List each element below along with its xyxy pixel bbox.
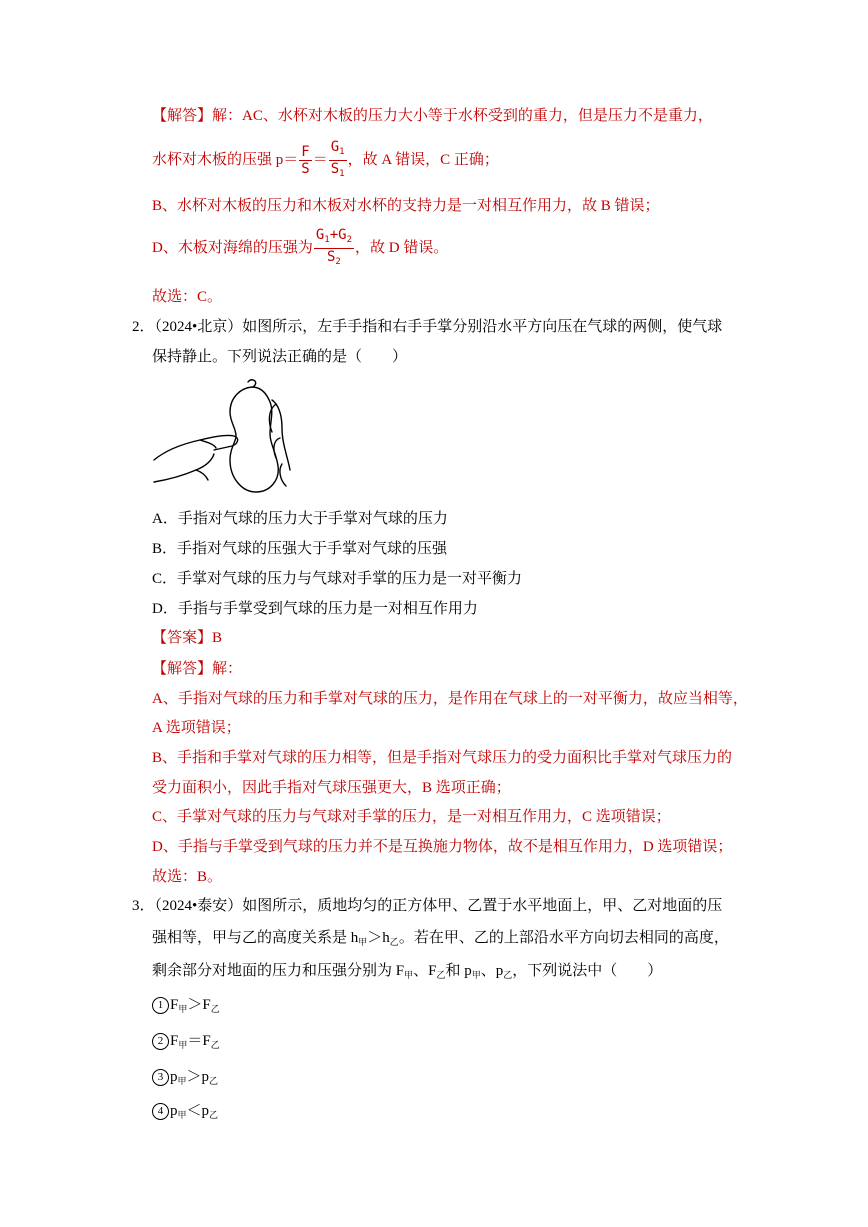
stem-text: 、p (480, 963, 504, 979)
q2-solution-c: C、手掌对气球的压力与气球对手掌的压力，是一对相互作用力，C 选项错误； (152, 809, 671, 825)
q2-option-a: A．手指对气球的压力大于手掌对气球的压力 (152, 511, 448, 527)
stem-text: ＞h (367, 930, 390, 946)
subscript: 乙 (209, 1076, 219, 1086)
option-text: ＞p (186, 1069, 210, 1085)
circled-number: 4 (152, 1103, 169, 1120)
q1-solution-line4 (152, 226, 448, 270)
option-text: F (170, 1033, 179, 1049)
q2-solution-head (152, 659, 242, 679)
subscript: 乙 (389, 937, 399, 947)
subscript: 乙 (436, 970, 446, 980)
q2-answer (152, 628, 222, 648)
q3-option-4 (152, 1101, 218, 1125)
q2-stem-line1 (132, 317, 722, 337)
fraction-g1g2-over-s2 (314, 227, 354, 270)
subscript: 甲 (404, 970, 414, 980)
frac-var: S (330, 161, 340, 178)
subscript: 乙 (210, 1004, 220, 1014)
stem-text: 剩余部分对地面的压力和压强分别为 F (152, 963, 405, 979)
frac-var: G (330, 139, 340, 156)
option-text: ＞F (187, 997, 211, 1013)
subscript: 甲 (178, 1040, 188, 1050)
frac-sub: 1 (339, 147, 345, 158)
subscript: 甲 (177, 1076, 187, 1086)
q1-solution-line3: B、水杯对木板的压力和木板对水杯的支持力是一对相互作用力，故 B 错误； (152, 198, 660, 214)
question-number: 3． (132, 898, 155, 914)
pressure-formula-label: 水杯对木板的压强 p＝ (152, 152, 299, 168)
q2-stem-line2: 保持静止。下列说法正确的是（ ） (152, 349, 408, 365)
solution-text: 解： (212, 661, 243, 677)
stem-text: 。若在甲、乙的上部沿水平方向切去相同的高度， (398, 930, 729, 946)
q2-solution-b2: 受力面积小，因此手指对气球压强更大，B 选项正确； (152, 780, 511, 796)
subscript: 甲 (178, 1004, 188, 1014)
stem-text: 和 p (445, 963, 472, 979)
question-number: 2． (132, 319, 155, 335)
stem-text: 强相等，甲与乙的高度关系是 h (152, 930, 359, 946)
option-text: p (170, 1069, 178, 1085)
q2-solution-a1: A、手指对气球的压力和手掌对气球的压力，是作用在气球上的一对平衡力，故应当相等， (152, 691, 748, 707)
formula-conclusion: ，故 D 错误。 (354, 240, 449, 256)
option-text: ＝F (187, 1033, 211, 1049)
q3-option-3 (152, 1067, 218, 1091)
option-text: F (170, 997, 179, 1013)
solution-tag: 【解答】 (152, 661, 213, 677)
option-text: ＜p (186, 1103, 210, 1119)
q3-stem-line3 (152, 961, 662, 985)
balloon-hand-figure (152, 374, 292, 498)
q2-option-b: B．手指对气球的压强大于手掌对气球的压强 (152, 541, 448, 557)
formula-conclusion: ，故 A 错误，C 正确； (347, 152, 499, 168)
q1-solution-end: 故选：C。 (152, 289, 223, 305)
frac-var: S (326, 249, 336, 266)
q2-solution-a2: A 选项错误； (152, 720, 241, 736)
frac-var: G (315, 227, 325, 244)
frac-numerator (329, 139, 347, 161)
answer-tag: 【答案】 (152, 630, 213, 646)
frac-numerator: F (301, 144, 310, 161)
option-text: p (170, 1103, 178, 1119)
frac-sub: 2 (335, 257, 341, 268)
stem-text: 、F (413, 963, 437, 979)
stem-text: ，下列说法中（ ） (512, 963, 663, 979)
frac-denominator (329, 161, 347, 182)
q3-stem-line1 (132, 896, 722, 916)
q2-option-c: C．手掌对气球的压力与气球对手掌的压力是一对平衡力 (152, 571, 523, 587)
fraction-g1-over-s1 (329, 139, 347, 182)
subscript: 乙 (210, 1040, 220, 1050)
solution-text: 解：AC、水杯对木板的压力大小等于水杯受到的重力，但是压力不是重力， (212, 108, 713, 124)
solution-tag: 【解答】 (152, 108, 213, 124)
q2-option-d: D．手指与手掌受到气球的压力是一对相互作用力 (152, 601, 478, 617)
frac-denominator: S (301, 161, 310, 178)
equals-sign: ＝ (312, 152, 328, 168)
q3-option-2 (152, 1031, 220, 1055)
subscript: 乙 (209, 1110, 219, 1120)
frac-var: +G (329, 227, 347, 244)
circled-number: 2 (152, 1033, 169, 1050)
question-stem: （2024•北京）如图所示，左手手指和右手手掌分别沿水平方向压在气球的两侧，使气球 (154, 319, 723, 335)
answer-value: B (212, 630, 223, 646)
question-stem: （2024•泰安）如图所示，质地均匀的正方体甲、乙置于水平地面上，甲、乙对地面的压 (154, 898, 723, 914)
frac-numerator (314, 227, 354, 249)
q3-option-1 (152, 995, 220, 1019)
pressure-formula-label: D、木板对海绵的压强为 (152, 240, 313, 256)
q2-solution-b1: B、手指和手掌对气球的压力相等，但是手指对气球压力的受力面积比手掌对气球压力的 (152, 750, 733, 766)
frac-sub: 1 (339, 169, 345, 180)
subscript: 甲 (177, 1110, 187, 1120)
frac-denominator (314, 249, 354, 270)
q3-stem-line2 (152, 928, 729, 952)
frac-sub: 2 (346, 235, 352, 246)
frac-sub: 1 (324, 235, 330, 246)
q2-solution-d: D、手指与手掌受到气球的压力并不是互换施力物体，故不是相互作用力，D 选项错误； (152, 839, 733, 855)
subscript: 甲 (358, 937, 368, 947)
circled-number: 1 (152, 997, 169, 1014)
subscript: 甲 (471, 970, 481, 980)
circled-number: 3 (152, 1069, 169, 1086)
q1-solution-line1 (152, 106, 713, 126)
q2-solution-end: 故选：B。 (152, 869, 223, 885)
q1-solution-line2 (152, 138, 499, 182)
subscript: 乙 (503, 970, 513, 980)
fraction-f-over-s (299, 144, 311, 177)
